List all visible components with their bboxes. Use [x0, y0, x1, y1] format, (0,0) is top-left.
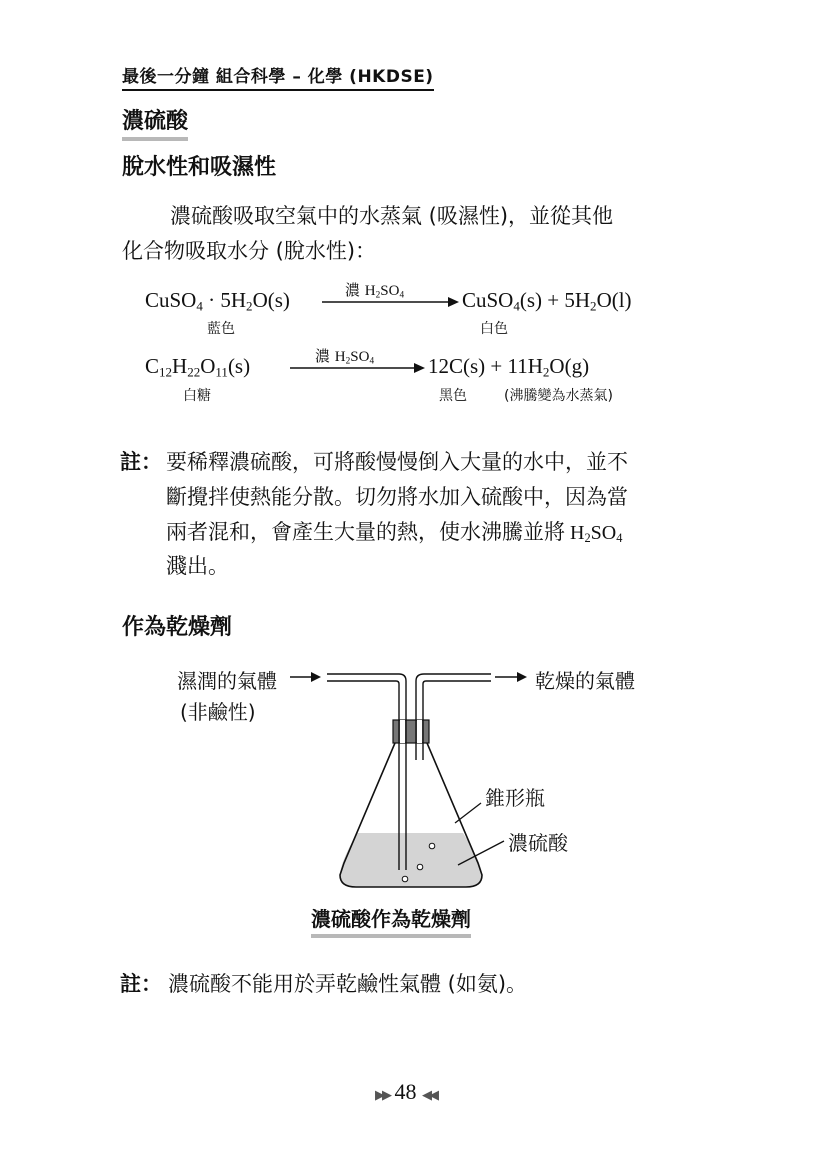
eq2-label-right: (沸騰變為水蒸氣) — [504, 388, 613, 404]
note2-prefix: 註： — [120, 972, 162, 996]
page-number-value: 48 — [394, 1079, 417, 1104]
note1-line-2: 斷攪拌使熱能分散。切勿將水加入硫酸中，因為當 — [166, 485, 628, 509]
eq2-reactant: $C_{12}H_{22}O_{11}(s)$ — [145, 354, 251, 380]
eq2-arrow — [290, 362, 426, 374]
running-header: 最後一分鐘 組合科學 – 化學 (HKDSE) — [122, 62, 434, 91]
eq1-label-left: 藍色 — [207, 321, 235, 337]
eq1-label-right: 白色 — [480, 321, 508, 337]
eq2-condition: 濃 $H_2SO_4$ — [315, 347, 375, 367]
inlet-gas-label: 濕潤的氣體 — [177, 669, 277, 693]
eq1-product: CuSO$_4$(s) + $5H_2O(l)$ — [462, 288, 632, 314]
eq1-reactant: CuSO$_4$ · $5H_2O(s)$ — [145, 288, 290, 314]
inlet-gas-sublabel: (非鹼性) — [180, 700, 256, 724]
section-title-drying-agent: 作為乾燥劑 — [122, 614, 233, 640]
note1-line-4: 濺出。 — [166, 554, 229, 578]
diagram-caption: 濃硫酸作為乾燥劑 — [311, 903, 471, 938]
section-title-dehydration: 脫水性和吸濕性 — [122, 154, 277, 180]
eq1-condition: 濃 $H_2SO_4$ — [345, 281, 405, 301]
eq2-product: $12C(s) + 11H_2O(g)$ — [428, 354, 590, 380]
topic-title: 濃硫酸 — [122, 104, 188, 141]
acid-label: 濃硫酸 — [508, 831, 568, 855]
note1-prefix: 註： — [120, 450, 162, 474]
note2-text: 濃硫酸不能用於弄乾鹼性氣體 (如氨)。 — [168, 972, 528, 996]
paragraph-line-2: 化合物吸取水分 (脫水性)： — [122, 239, 377, 263]
flask-label: 錐形瓶 — [485, 786, 545, 810]
note1-line-3 — [166, 514, 622, 556]
outlet-gas-label: 乾燥的氣體 — [535, 669, 635, 693]
eq2-label-left: 白糖 — [183, 388, 211, 404]
note1-line-3-text: 兩者混和，會產生大量的熱，使水沸騰並將 — [166, 520, 565, 544]
note1-formula: $H_2SO_4$ — [565, 522, 623, 546]
page-marker-right-icon: ◀◀ — [422, 1087, 436, 1102]
paragraph-line-1: 濃硫酸吸取空氣中的水蒸氣 (吸濕性)，並從其他 — [170, 204, 614, 228]
note1-line-1: 要稀釋濃硫酸，可將酸慢慢倒入大量的水中，並不 — [166, 450, 628, 474]
eq1-arrow — [322, 296, 460, 308]
page-number — [375, 1079, 436, 1105]
page-marker-left-icon: ▶▶ — [375, 1087, 389, 1102]
drying-apparatus-diagram — [0, 650, 825, 900]
eq2-label-mid: 黑色 — [439, 388, 467, 404]
